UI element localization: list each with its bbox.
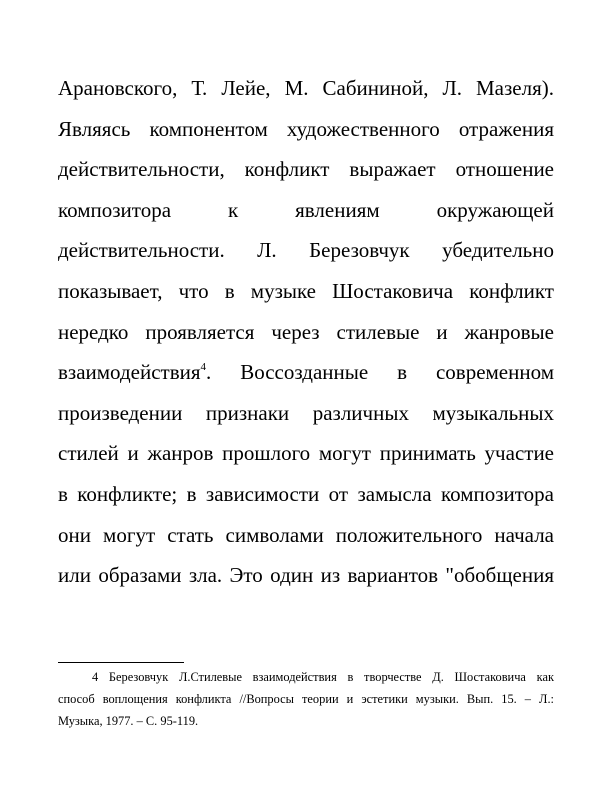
body-line: Являясь компонентом художественного отражения	[58, 116, 554, 141]
body-line: Арановского, Т. Лейе, М. Сабининой, Л. Мазеля).	[58, 76, 554, 100]
footnote-separator	[58, 662, 184, 663]
footnote-line: способ воплощения конфликта //Вопросы теории и эстетики музыки. Вып. 15. – Л.:	[58, 692, 554, 706]
body-line-rest: . Воссозданные в современном	[206, 360, 554, 385]
footnote-line: 4 Березовчук Л.Стилевые взаимодействия в творчестве Д. Шостаковича как	[92, 670, 554, 684]
footnote-line: Музыка, 1977. – С. 95-119.	[58, 714, 199, 728]
body-line: они могут стать символами положительного начала	[58, 522, 554, 547]
body-line: показывает, что в музыке Шостаковича конфликт	[58, 278, 554, 303]
body-line: стилей и жанров прошлого могут принимать участие	[58, 441, 554, 466]
body-line: действительности, конфликт выражает отношение	[58, 157, 554, 182]
footnote-reference: 4	[200, 361, 207, 374]
body-line: нередко проявляется через стилевые и жанровые	[58, 319, 554, 344]
body-line-with-footnote	[58, 352, 554, 393]
body-line: в конфликте; в зависимости от замысла композитора	[58, 481, 554, 506]
body-line: или образами зла. Это один из вариантов "обобщения	[58, 563, 554, 588]
body-line-start: взаимодействия	[58, 360, 201, 385]
body-line: произведении признаки различных музыкальных	[58, 400, 554, 425]
body-line: действительности. Л. Березовчук убедительно	[58, 238, 554, 263]
body-text	[58, 68, 554, 596]
footnote	[58, 666, 554, 732]
body-line: композитора к явлениям окружающей	[58, 197, 554, 222]
